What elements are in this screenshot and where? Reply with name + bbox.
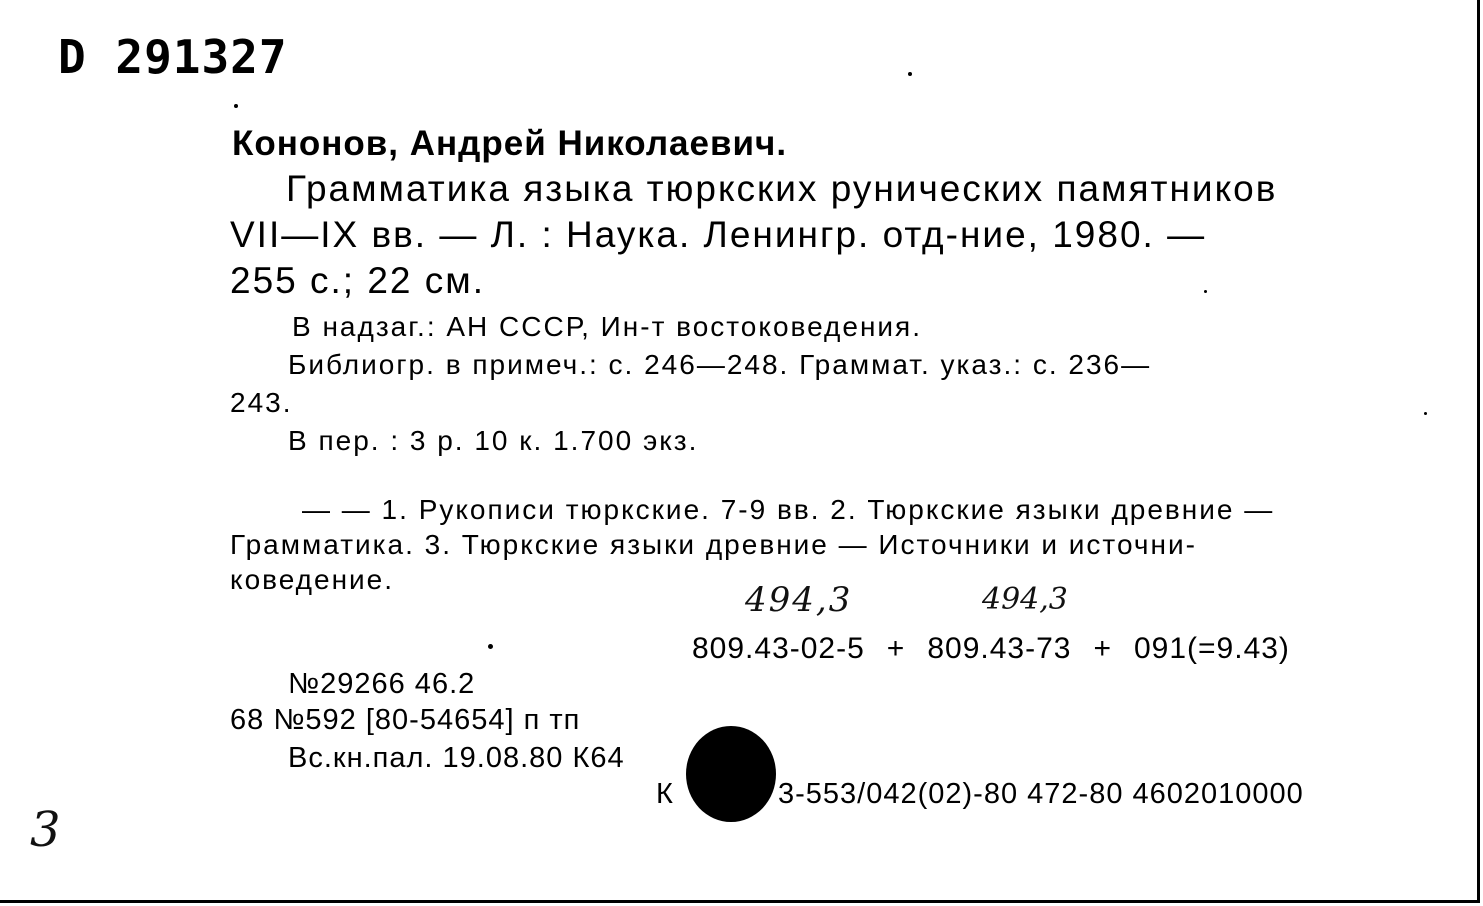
speck (1204, 290, 1207, 293)
author-heading: Кононов, Андрей Николаевич. (232, 124, 788, 163)
tech-line-4-start: К (656, 778, 674, 810)
call-number: D 291327 (58, 30, 288, 84)
tech-line-1: №29266 46.2 (288, 668, 476, 700)
udc-code-2: 809.43-73 (927, 632, 1072, 665)
tech-line-3: Вс.кн.пал. 19.08.80 К64 (288, 742, 625, 774)
speck (234, 104, 238, 108)
notes-block (230, 308, 1400, 460)
udc-code-1: 809.43-02-5 (692, 632, 865, 665)
title-line-2: VII—IX вв. — Л. : Наука. Ленингр. отд-ние, 1980. — (230, 214, 1207, 255)
note-bibliography-cont: 243. (230, 387, 293, 418)
note-price: В пер. : 3 р. 10 к. 1.700 экз. (288, 425, 699, 456)
title-line-3: 255 с.; 22 см. (230, 260, 486, 301)
tech-line-2: 68 №592 [80-54654] п тп (230, 704, 581, 736)
title-line-1: Грамматика языка тюркских рунических памятников (286, 168, 1278, 209)
udc-plus: + (1093, 632, 1112, 665)
udc-plus: + (886, 632, 906, 665)
speck (1424, 412, 1427, 415)
title-statement (230, 166, 1400, 304)
note-series: В надзаг.: АН СССР, Ин-т востоковедения. (292, 311, 922, 342)
handwritten-class-note-1: 494,3 (745, 580, 853, 620)
udc-code-3: 091(=9.43) (1133, 632, 1290, 665)
subject-line-2: Грамматика. 3. Тюркские языки древние — Источники и источни- (230, 529, 1197, 560)
speck (488, 644, 493, 649)
punch-hole (686, 726, 776, 822)
udc-classification (692, 632, 1290, 666)
speck (908, 72, 912, 76)
subject-line-3: коведение. (230, 564, 395, 595)
handwritten-page-mark: 3 (30, 802, 61, 858)
note-bibliography: Библиогр. в примеч.: с. 246—248. Граммат. указ.: с. 236— (288, 349, 1152, 380)
handwritten-class-note-2: 494,3 (982, 582, 1068, 617)
tech-line-4-rest: 3-553/042(02)-80 472-80 4602010000 (778, 778, 1304, 810)
subject-line-1: — — 1. Рукописи тюркские. 7-9 вв. 2. Тюркские языки древние — (302, 494, 1275, 525)
